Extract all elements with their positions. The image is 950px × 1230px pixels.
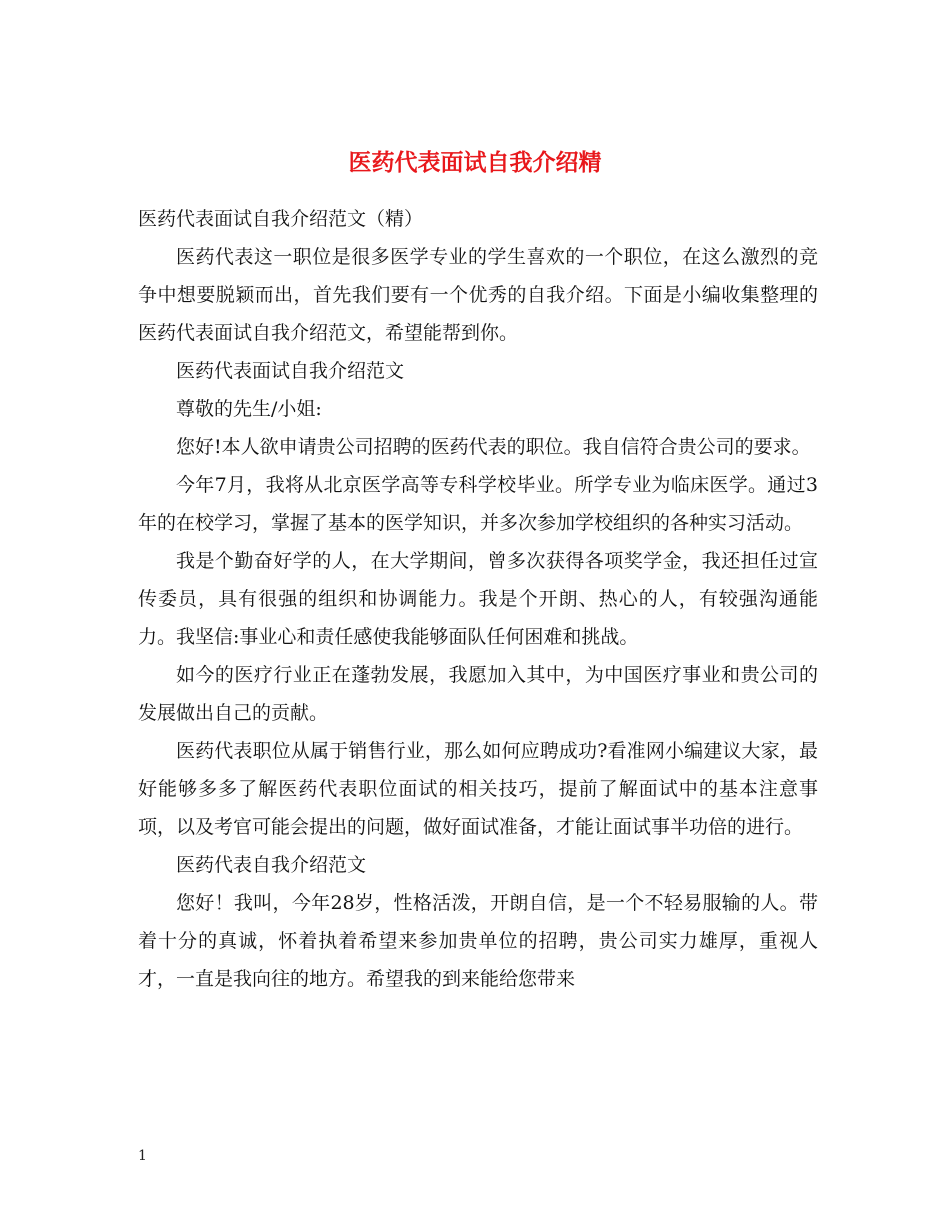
paragraph: 您好!本人欲申请贵公司招聘的医药代表的职位。我自信符合贵公司的要求。 <box>176 436 811 458</box>
paragraph: 医药代表职位从属于销售行业，那么如何应聘成功?看准网小编建议大家，最好能够多多了解医药代表职位面试的相关技巧，提前了解面试中的基本注意事项，以及考官可能会提出的问题，做好面试准备，才能让面试事半功倍的进行。 <box>138 740 818 838</box>
salutation: 尊敬的先生/小姐: <box>176 398 322 420</box>
paragraph: 今年7月，我将从北京医学高等专科学校毕业。所学专业为临床医学。通过3年的在校学习，掌握了基本的医学知识，并多次参加学校组织的各种实习活动。 <box>138 474 818 534</box>
paragraph: 医药代表面试自我介绍范文（精） <box>138 208 424 230</box>
document-body <box>138 200 818 998</box>
section-heading: 医药代表自我介绍范文 <box>176 854 367 876</box>
section-heading: 医药代表面试自我介绍范文 <box>176 360 405 382</box>
paragraph: 您好！我叫，今年28岁，性格活泼，开朗自信，是一个不轻易服输的人。带着十分的真诚，怀着执着希望来参加贵单位的招聘，贵公司实力雄厚，重视人才，一直是我向往的地方。希望我的到来能给您带来 <box>138 892 818 990</box>
page-number: 1 <box>138 1148 147 1164</box>
paragraph: 如今的医疗行业正在蓬勃发展，我愿加入其中，为中国医疗事业和贵公司的发展做出自己的贡献。 <box>138 664 818 724</box>
paragraph: 我是个勤奋好学的人，在大学期间，曾多次获得各项奖学金，我还担任过宣传委员，具有很强的组织和协调能力。我是个开朗、热心的人，有较强沟通能力。我坚信:事业心和责任感使我能够面队任何困难和挑战。 <box>138 550 818 648</box>
paragraph: 医药代表这一职位是很多医学专业的学生喜欢的一个职位，在这么激烈的竞争中想要脱颖而出，首先我们要有一个优秀的自我介绍。下面是小编收集整理的医药代表面试自我介绍范文，希望能帮到你。 <box>138 246 818 344</box>
document-title: 医药代表面试自我介绍精 <box>348 149 602 177</box>
